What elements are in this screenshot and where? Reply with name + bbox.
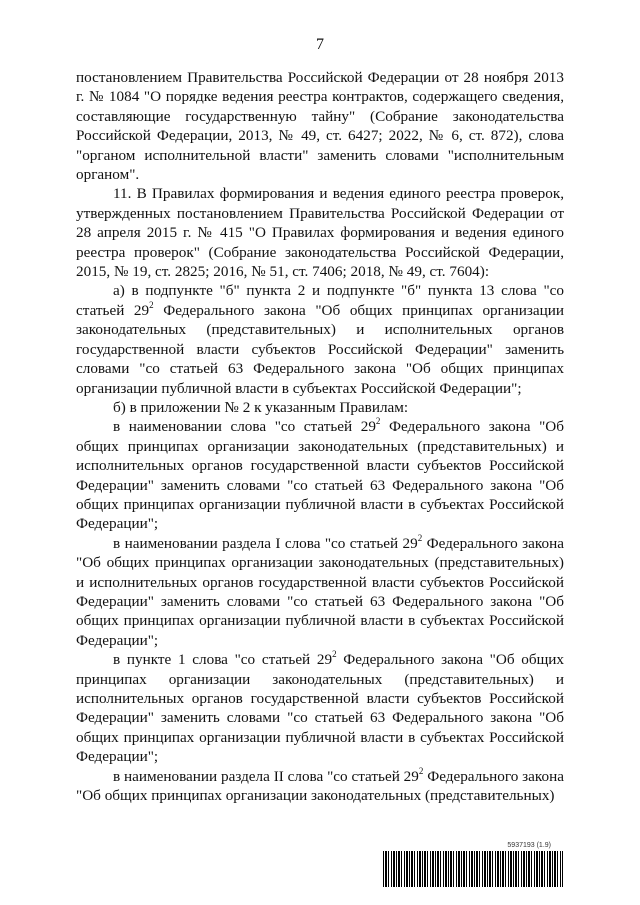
paragraph — [76, 650, 564, 766]
paragraph — [76, 534, 564, 650]
paragraph — [76, 767, 564, 806]
text-span: а) в подпункте "б" пункта 2 и подпункте "б" пункта 13 слова "со статьей 29 — [76, 282, 564, 319]
text-span: в пункте 1 слова "со статьей 29 — [113, 651, 333, 669]
page-number: 7 — [316, 36, 324, 53]
text-span: в наименовании раздела II слова "со статьей 29 — [113, 767, 419, 785]
paragraph — [76, 184, 564, 281]
paragraph — [76, 281, 564, 397]
text-span: в наименовании слова "со статьей 29 — [113, 418, 376, 436]
text-span: Федерального закона "Об общих принципах организации законодательных (представительных) и исполнительных органов государственной власти субъектов Российской Федерации" заменить словами "со статьей 63 Федерального закона "Об общих принципах организации публичной власти в субъектах Российской Федерации"; — [76, 301, 564, 397]
superscript: 2 — [149, 299, 154, 310]
text-span: в наименовании раздела I слова "со статьей 29 — [113, 534, 418, 552]
text-span: 11. В Правилах формирования и ведения единого реестра проверок, утвержденных постановлением Правительства Российской Федерации от 28 апреля 2015 г. № 415 "О Правилах формирования и ведения единого реестра проверок" (Собрание законодательства Российской Федерации, 2015, № 19, ст. 2825; 2016, № 51, ст. 7406; 2018, № 49, ст. 7604): — [76, 185, 564, 281]
text-span: постановлением Правительства Российской Федерации от 28 ноября 2013 г. № 1084 "О порядке ведения реестра контрактов, содержащего сведения, составляющие государственную тайну" (Собрание законодательства Российской Федерации, 2013, № 49, ст. 6427; 2022, № 6, ст. 872), слова "органом исполнительной власти" заменить словами "исполнительным органом". — [76, 69, 564, 184]
text-span: Федерального закона "Об общих принципах организации законодательных (представительных) и исполнительных органов государственной власти субъектов Российской Федерации" заменить словами "со статьей 63 Федерального закона "Об общих принципах организации публичной власти в субъектах Российской Федерации"; — [76, 651, 564, 766]
paragraph — [76, 398, 564, 417]
superscript: 2 — [375, 416, 381, 427]
barcode-block — [383, 842, 563, 890]
text-span: Федерального закона "Об общих принципах организации законодательных (представительных) и исполнительных органов государственной власти субъектов Российской Федерации" заменить словами "со статьей 63 Федерального закона "Об общих принципах организации публичной власти в субъектах Российской Федерации"; — [76, 534, 564, 649]
superscript: 2 — [332, 649, 337, 660]
text-span: Федерального закона "Об общих принципах организации законодательных (представительных) — [76, 767, 564, 805]
barcode-image — [383, 851, 563, 887]
superscript: 2 — [417, 532, 423, 543]
text-span: Федерального закона "Об общих принципах организации законодательных (представительных) и исполнительных органов государственной власти субъектов Российской Федерации" заменить словами "со статьей 63 Федерального закона "Об общих принципах организации публичной власти в субъектах Российской Федерации"; — [76, 418, 565, 533]
paragraph — [76, 68, 564, 184]
document-body — [76, 68, 564, 805]
barcode-label: 5937193 (1.9) — [507, 842, 551, 849]
superscript: 2 — [418, 765, 424, 776]
paragraph — [76, 417, 564, 533]
text-span: б) в приложении № 2 к указанным Правилам: — [113, 398, 409, 416]
